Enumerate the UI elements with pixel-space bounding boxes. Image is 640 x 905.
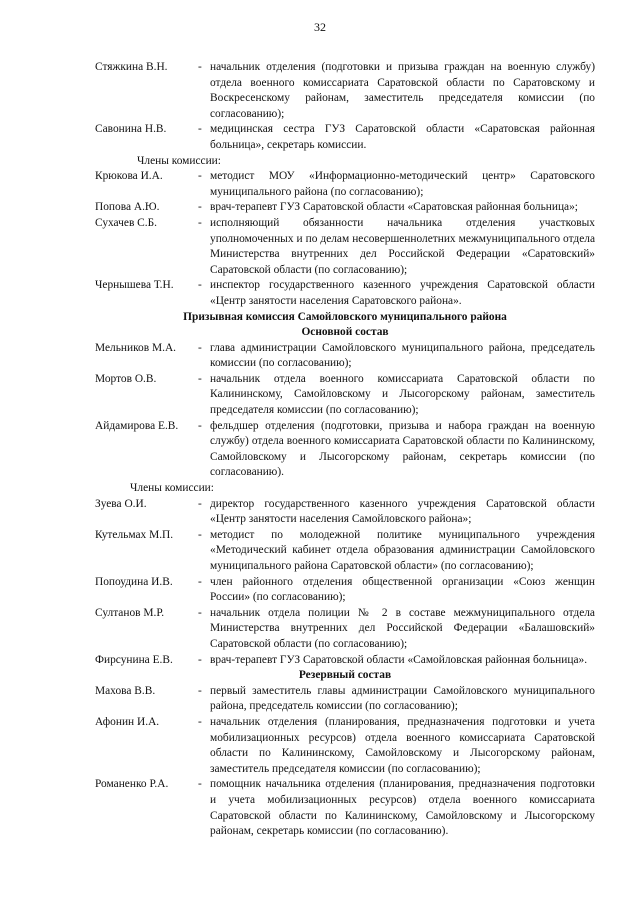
member-name: Крюкова И.А. (95, 170, 163, 183)
member-name: Афонин И.А. (95, 715, 160, 728)
member-entry (95, 60, 595, 122)
member-entry (95, 606, 595, 653)
member-description: врач-терапевт ГУЗ Саратовской области «Саратовская районная больница»; (210, 201, 578, 214)
member-description: член районного отделения общественной организации «Союз женщин России» (по согласованию); (210, 575, 595, 604)
dash-separator: - (198, 653, 202, 666)
member-name: Мортов О.В. (95, 372, 157, 385)
members-label: Члены комиссии: (137, 154, 221, 167)
member-entry (95, 169, 595, 200)
member-entry (95, 653, 595, 669)
member-name: Мельников М.А. (95, 341, 177, 354)
member-name: Кутельмах М.П. (95, 528, 174, 541)
dash-separator: - (198, 170, 202, 183)
dash-separator: - (198, 497, 202, 510)
members-label: Члены комиссии: (130, 482, 214, 495)
member-entry (95, 419, 595, 481)
member-entry (95, 528, 595, 575)
member-description: начальник отдела полиции № 2 в составе межмуниципального отдела Министерства внутренних дел Российской Федерации «Балашовский» Саратовской области (по согласованию); (210, 606, 595, 650)
member-name: Фирсунина Е.В. (95, 653, 173, 666)
member-entry (95, 372, 595, 419)
member-name: Зуева О.И. (95, 497, 147, 510)
member-name: Попова А.Ю. (95, 201, 160, 214)
member-entry (95, 278, 595, 309)
dash-separator: - (198, 61, 202, 73)
member-name: Махова В.В. (95, 684, 156, 697)
member-name: Чернышева Т.Н. (95, 279, 174, 292)
member-description: методист по молодежной политике муниципального учреждения «Методический кабинет отдела образования администрации Самойловского муниципального района Саратовской области» (по согласованию); (210, 528, 595, 572)
dash-separator: - (198, 201, 202, 214)
dash-separator: - (198, 575, 202, 588)
member-entry (95, 122, 595, 153)
member-description: медицинская сестра ГУЗ Саратовской области «Саратовская районная больница», секретарь комиссии. (210, 123, 595, 151)
member-entry (95, 216, 595, 278)
member-description: начальник отделения (планирования, предназначения подготовки и учета мобилизационных ресурсов) отдела военного комиссариата Саратовской области по Калининскому, Самойловскому и Лысогорскому районам, заместитель председателя комиссии (по согласованию); (210, 715, 595, 775)
member-description: фельдшер отделения (подготовки, призыва и набора граждан на военную службу) отдела военного комиссариата Саратовской области по Калининскому, Самойловскому и Лысогорскому районам, секретарь комиссии (по согласованию). (210, 419, 595, 479)
member-entry (95, 684, 595, 715)
member-entry (95, 777, 595, 839)
member-name: Попоудина И.В. (95, 575, 173, 588)
member-name: Стяжкина В.Н. (95, 61, 168, 73)
member-entry (95, 715, 595, 777)
member-name: Султанов М.Р. (95, 606, 165, 619)
dash-separator: - (198, 216, 202, 229)
member-description: врач-терапевт ГУЗ Саратовской области «Самойловская районная больница». (210, 653, 588, 666)
group-3 (95, 341, 595, 481)
dash-separator: - (198, 778, 202, 791)
reserve-composition-heading: Резервный состав (298, 669, 392, 682)
dash-separator: - (198, 684, 202, 697)
dash-separator: - (198, 372, 202, 385)
member-description: инспектор государственного казенного учреждения Саратовской области «Центр занятости населения Саратовского района». (210, 279, 595, 307)
member-description: директор государственного казенного учреждения Саратовской области «Центр занятости населения Самойловского района»; (210, 497, 595, 526)
member-name: Савонина Н.В. (95, 123, 167, 136)
member-name: Романенко Р.А. (95, 778, 169, 791)
dash-separator: - (198, 279, 202, 292)
dash-separator: - (198, 123, 202, 136)
member-description: исполняющий обязанности начальника отделения участковых уполномоченных и по делам несовершеннолетних межмуниципального отдела Министерства внутренних дел Российской Федерации «Саратовский» Саратовской области (по согласованию); (210, 216, 595, 276)
document-body (95, 60, 595, 840)
dash-separator: - (198, 606, 202, 619)
member-entry (95, 575, 595, 606)
member-description: начальник отделения (подготовки и призыва граждан на военную службу) отдела военного комиссариата Саратовской области по Саратовскому и Воскресенскому районам, заместитель председателя комиссии (по согласованию); (210, 61, 595, 120)
dash-separator: - (198, 341, 202, 354)
member-description: помощник начальника отделения (планирования, предназначения подготовки и учета мобилизационных ресурсов) отдела военного комиссариата Саратовской области по Калининскому, Самойловскому и Лысогорскому районам, секретарь комиссии (по согласованию). (210, 778, 595, 838)
group-1 (95, 60, 595, 154)
page-number: 32 (314, 20, 326, 34)
member-name: Айдамирова Е.В. (95, 419, 179, 432)
member-description: первый заместитель главы администрации Самойловского муниципального района, председатель комиссии (по согласованию); (210, 684, 595, 713)
member-entry (95, 497, 595, 528)
group-2 (95, 169, 595, 309)
member-name: Сухачев С.Б. (95, 216, 157, 229)
group-4 (95, 497, 595, 669)
dash-separator: - (198, 715, 202, 728)
member-entry (95, 200, 595, 216)
member-description: начальник отдела военного комиссариата Саратовской области по Калининскому, Самойловскому и Лысогорскому районам, заместитель председателя комиссии (по согласованию); (210, 372, 595, 417)
group-5 (95, 684, 595, 840)
member-entry (95, 341, 595, 372)
member-description: глава администрации Самойловского муниципального района, председатель комиссии (по согласованию); (210, 341, 595, 370)
dash-separator: - (198, 528, 202, 541)
member-description: методист МОУ «Информационно-методический центр» Саратовского муниципального района (по согласованию); (210, 170, 595, 198)
dash-separator: - (198, 419, 202, 432)
main-composition-heading: Основной состав (301, 326, 389, 339)
commission-heading: Призывная комиссия Самойловского муниципального района (183, 310, 507, 323)
